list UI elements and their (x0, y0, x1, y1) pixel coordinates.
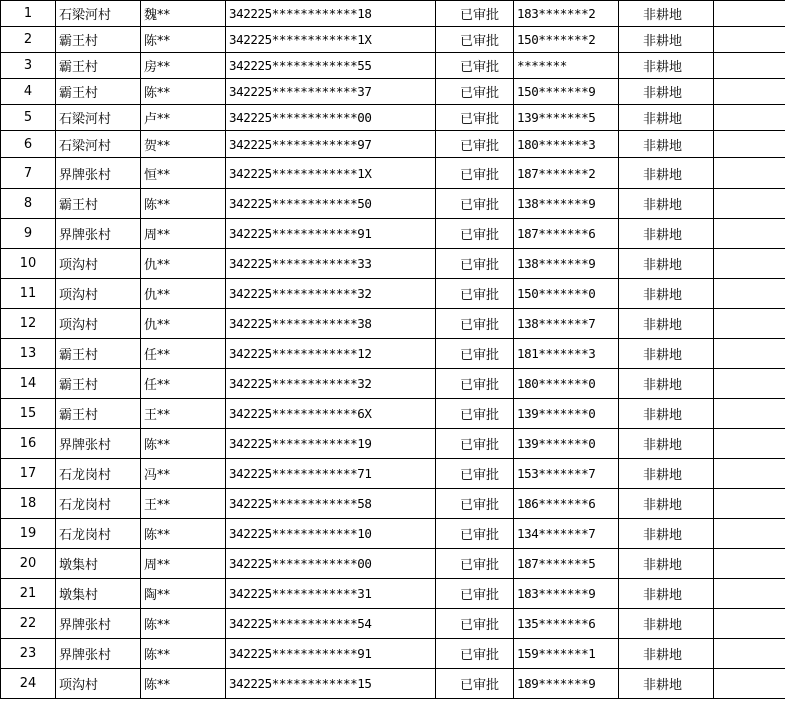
status-cell: 已审批 (436, 27, 514, 53)
name-cell: 魏** (141, 1, 226, 27)
name-cell: 陈** (141, 27, 226, 53)
table-row (1, 79, 785, 105)
empty-cell (714, 429, 785, 459)
empty-cell (714, 549, 785, 579)
id-number-cell: 342225************15 (226, 669, 436, 699)
land-type-cell: 非耕地 (619, 79, 714, 105)
name-cell: 陈** (141, 189, 226, 219)
table-row (1, 158, 785, 189)
phone-cell: 180*******0 (514, 369, 619, 399)
land-type-cell: 非耕地 (619, 459, 714, 489)
empty-cell (714, 189, 785, 219)
status-cell: 已审批 (436, 399, 514, 429)
id-number-cell: 342225************32 (226, 369, 436, 399)
id-number-cell: 342225************91 (226, 639, 436, 669)
table-row (1, 105, 785, 131)
row-number: 17 (1, 459, 56, 489)
status-cell: 已审批 (436, 369, 514, 399)
empty-cell (714, 369, 785, 399)
name-cell: 仇** (141, 309, 226, 339)
status-cell: 已审批 (436, 79, 514, 105)
id-number-cell: 342225************37 (226, 79, 436, 105)
land-type-cell: 非耕地 (619, 669, 714, 699)
status-cell: 已审批 (436, 489, 514, 519)
row-number: 15 (1, 399, 56, 429)
land-type-cell: 非耕地 (619, 309, 714, 339)
land-type-cell: 非耕地 (619, 549, 714, 579)
row-number: 8 (1, 189, 56, 219)
id-number-cell: 342225************55 (226, 53, 436, 79)
row-number: 14 (1, 369, 56, 399)
village-cell: 界牌张村 (56, 639, 141, 669)
empty-cell (714, 399, 785, 429)
id-number-cell: 342225************71 (226, 459, 436, 489)
status-cell: 已审批 (436, 519, 514, 549)
name-cell: 仇** (141, 279, 226, 309)
id-number-cell: 342225************58 (226, 489, 436, 519)
land-type-cell: 非耕地 (619, 639, 714, 669)
land-type-cell: 非耕地 (619, 131, 714, 158)
id-number-cell: 342225************10 (226, 519, 436, 549)
phone-cell: 183*******2 (514, 1, 619, 27)
phone-cell: 139*******5 (514, 105, 619, 131)
id-number-cell: 342225************00 (226, 105, 436, 131)
empty-cell (714, 309, 785, 339)
status-cell: 已审批 (436, 429, 514, 459)
id-number-cell: 342225************33 (226, 249, 436, 279)
table-row (1, 339, 785, 369)
name-cell: 贺** (141, 131, 226, 158)
land-type-cell: 非耕地 (619, 189, 714, 219)
name-cell: 陈** (141, 609, 226, 639)
row-number: 23 (1, 639, 56, 669)
phone-cell: 139*******0 (514, 399, 619, 429)
name-cell: 陈** (141, 669, 226, 699)
land-type-cell: 非耕地 (619, 249, 714, 279)
village-cell: 墩集村 (56, 549, 141, 579)
status-cell: 已审批 (436, 669, 514, 699)
name-cell: 周** (141, 549, 226, 579)
village-cell: 霸王村 (56, 369, 141, 399)
village-cell: 石龙岗村 (56, 459, 141, 489)
empty-cell (714, 131, 785, 158)
phone-cell: 150*******0 (514, 279, 619, 309)
row-number: 10 (1, 249, 56, 279)
phone-cell: 189*******9 (514, 669, 619, 699)
row-number: 3 (1, 53, 56, 79)
id-number-cell: 342225************38 (226, 309, 436, 339)
status-cell: 已审批 (436, 459, 514, 489)
land-type-cell: 非耕地 (619, 27, 714, 53)
name-cell: 陈** (141, 639, 226, 669)
row-number: 2 (1, 27, 56, 53)
status-cell: 已审批 (436, 189, 514, 219)
table-row (1, 579, 785, 609)
row-number: 21 (1, 579, 56, 609)
village-cell: 石龙岗村 (56, 519, 141, 549)
status-cell: 已审批 (436, 579, 514, 609)
land-type-cell: 非耕地 (619, 219, 714, 249)
village-cell: 霸王村 (56, 27, 141, 53)
land-type-cell: 非耕地 (619, 1, 714, 27)
phone-cell: 187*******6 (514, 219, 619, 249)
empty-cell (714, 489, 785, 519)
phone-cell: 138*******9 (514, 249, 619, 279)
village-cell: 项沟村 (56, 279, 141, 309)
land-type-cell: 非耕地 (619, 339, 714, 369)
phone-cell: 183*******9 (514, 579, 619, 609)
land-type-cell: 非耕地 (619, 489, 714, 519)
phone-cell: 139*******0 (514, 429, 619, 459)
id-number-cell: 342225************19 (226, 429, 436, 459)
table-row (1, 27, 785, 53)
land-type-cell: 非耕地 (619, 279, 714, 309)
id-number-cell: 342225************1X (226, 27, 436, 53)
empty-cell (714, 53, 785, 79)
status-cell: 已审批 (436, 609, 514, 639)
table-row (1, 189, 785, 219)
land-type-cell: 非耕地 (619, 53, 714, 79)
village-cell: 墩集村 (56, 579, 141, 609)
empty-cell (714, 79, 785, 105)
table-body (1, 1, 785, 699)
row-number: 12 (1, 309, 56, 339)
table-row (1, 1, 785, 27)
status-cell: 已审批 (436, 339, 514, 369)
table-row (1, 639, 785, 669)
table-row (1, 459, 785, 489)
id-number-cell: 342225************00 (226, 549, 436, 579)
row-number: 18 (1, 489, 56, 519)
name-cell: 任** (141, 369, 226, 399)
table-row (1, 369, 785, 399)
empty-cell (714, 579, 785, 609)
phone-cell: 150*******2 (514, 27, 619, 53)
land-type-cell: 非耕地 (619, 399, 714, 429)
table-row (1, 519, 785, 549)
name-cell: 恒** (141, 158, 226, 189)
empty-cell (714, 459, 785, 489)
name-cell: 陈** (141, 79, 226, 105)
row-number: 1 (1, 1, 56, 27)
id-number-cell: 342225************18 (226, 1, 436, 27)
empty-cell (714, 27, 785, 53)
empty-cell (714, 669, 785, 699)
name-cell: 陶** (141, 579, 226, 609)
table-row (1, 219, 785, 249)
id-number-cell: 342225************32 (226, 279, 436, 309)
name-cell: 任** (141, 339, 226, 369)
id-number-cell: 342225************31 (226, 579, 436, 609)
name-cell: 卢** (141, 105, 226, 131)
id-number-cell: 342225************54 (226, 609, 436, 639)
status-cell: 已审批 (436, 53, 514, 79)
table-row (1, 279, 785, 309)
row-number: 19 (1, 519, 56, 549)
row-number: 11 (1, 279, 56, 309)
name-cell: 周** (141, 219, 226, 249)
phone-cell: 138*******9 (514, 189, 619, 219)
row-number: 6 (1, 131, 56, 158)
name-cell: 冯** (141, 459, 226, 489)
table-row (1, 249, 785, 279)
status-cell: 已审批 (436, 158, 514, 189)
village-cell: 项沟村 (56, 669, 141, 699)
table-row (1, 131, 785, 158)
row-number: 22 (1, 609, 56, 639)
empty-cell (714, 519, 785, 549)
phone-cell: 138*******7 (514, 309, 619, 339)
phone-cell: 153*******7 (514, 459, 619, 489)
table-row (1, 549, 785, 579)
phone-cell: 186*******6 (514, 489, 619, 519)
name-cell: 王** (141, 489, 226, 519)
land-type-cell: 非耕地 (619, 579, 714, 609)
empty-cell (714, 1, 785, 27)
village-cell: 霸王村 (56, 339, 141, 369)
row-number: 4 (1, 79, 56, 105)
name-cell: 房** (141, 53, 226, 79)
village-cell: 霸王村 (56, 399, 141, 429)
id-number-cell: 342225************1X (226, 158, 436, 189)
village-cell: 界牌张村 (56, 158, 141, 189)
id-number-cell: 342225************50 (226, 189, 436, 219)
village-cell: 霸王村 (56, 79, 141, 105)
row-number: 24 (1, 669, 56, 699)
status-cell: 已审批 (436, 219, 514, 249)
phone-cell: 180*******3 (514, 131, 619, 158)
status-cell: 已审批 (436, 639, 514, 669)
village-cell: 石龙岗村 (56, 489, 141, 519)
status-cell: 已审批 (436, 105, 514, 131)
row-number: 16 (1, 429, 56, 459)
empty-cell (714, 105, 785, 131)
row-number: 13 (1, 339, 56, 369)
village-cell: 霸王村 (56, 53, 141, 79)
empty-cell (714, 339, 785, 369)
phone-cell: 135*******6 (514, 609, 619, 639)
status-cell: 已审批 (436, 1, 514, 27)
status-cell: 已审批 (436, 249, 514, 279)
id-number-cell: 342225************97 (226, 131, 436, 158)
phone-cell: ******* (514, 53, 619, 79)
id-number-cell: 342225************91 (226, 219, 436, 249)
row-number: 9 (1, 219, 56, 249)
table-row (1, 309, 785, 339)
phone-cell: 134*******7 (514, 519, 619, 549)
village-cell: 界牌张村 (56, 609, 141, 639)
phone-cell: 187*******2 (514, 158, 619, 189)
village-cell: 石梁河村 (56, 105, 141, 131)
table-row (1, 609, 785, 639)
table-row (1, 429, 785, 459)
empty-cell (714, 158, 785, 189)
status-cell: 已审批 (436, 309, 514, 339)
village-cell: 霸王村 (56, 189, 141, 219)
phone-cell: 181*******3 (514, 339, 619, 369)
village-cell: 石梁河村 (56, 131, 141, 158)
land-type-cell: 非耕地 (619, 105, 714, 131)
name-cell: 陈** (141, 519, 226, 549)
table-row (1, 399, 785, 429)
id-number-cell: 342225************6X (226, 399, 436, 429)
id-number-cell: 342225************12 (226, 339, 436, 369)
phone-cell: 150*******9 (514, 79, 619, 105)
status-cell: 已审批 (436, 131, 514, 158)
row-number: 7 (1, 158, 56, 189)
row-number: 5 (1, 105, 56, 131)
name-cell: 王** (141, 399, 226, 429)
phone-cell: 159*******1 (514, 639, 619, 669)
village-cell: 界牌张村 (56, 429, 141, 459)
status-cell: 已审批 (436, 549, 514, 579)
land-type-cell: 非耕地 (619, 158, 714, 189)
empty-cell (714, 249, 785, 279)
status-cell: 已审批 (436, 279, 514, 309)
table-row (1, 53, 785, 79)
land-type-cell: 非耕地 (619, 429, 714, 459)
village-cell: 项沟村 (56, 249, 141, 279)
land-type-cell: 非耕地 (619, 369, 714, 399)
row-number: 20 (1, 549, 56, 579)
village-cell: 界牌张村 (56, 219, 141, 249)
village-cell: 石梁河村 (56, 1, 141, 27)
empty-cell (714, 639, 785, 669)
empty-cell (714, 219, 785, 249)
phone-cell: 187*******5 (514, 549, 619, 579)
table-row (1, 489, 785, 519)
land-type-cell: 非耕地 (619, 519, 714, 549)
table-row (1, 669, 785, 699)
empty-cell (714, 609, 785, 639)
land-type-cell: 非耕地 (619, 609, 714, 639)
empty-cell (714, 279, 785, 309)
village-cell: 项沟村 (56, 309, 141, 339)
name-cell: 陈** (141, 429, 226, 459)
name-cell: 仇** (141, 249, 226, 279)
